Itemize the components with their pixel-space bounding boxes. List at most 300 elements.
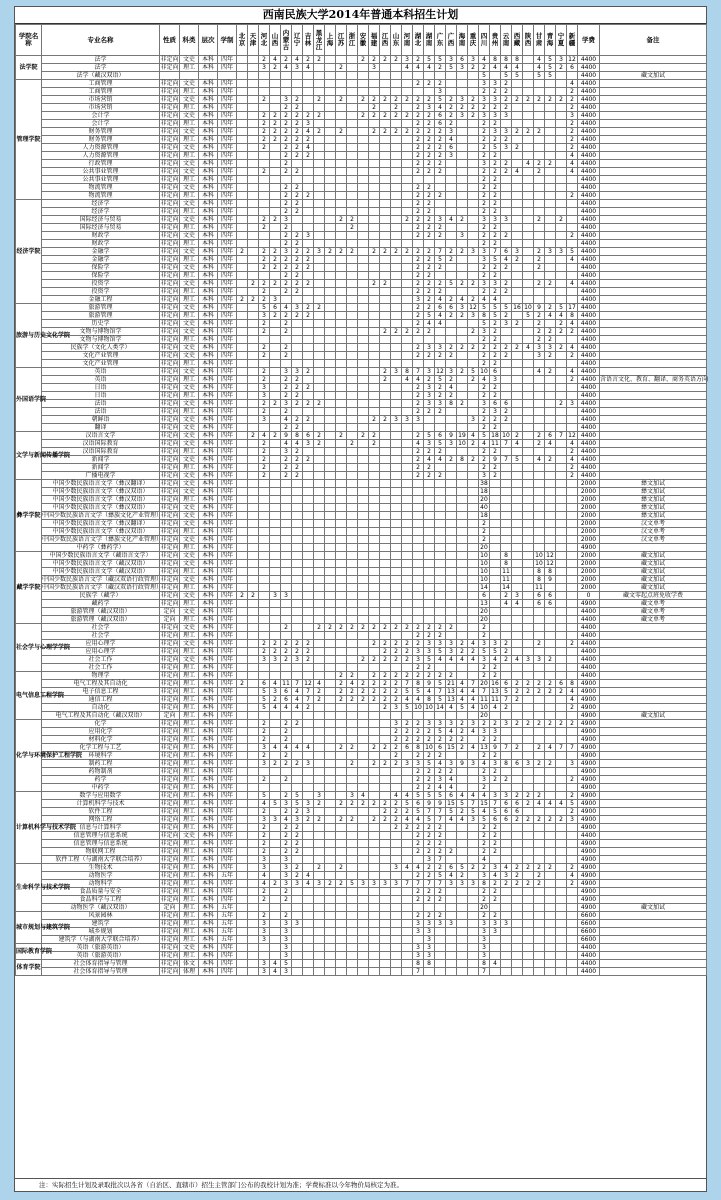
table-header-row	[16, 25, 707, 56]
quota-cell	[303, 184, 314, 192]
quota-cell	[457, 496, 468, 504]
quota-cell	[347, 808, 358, 816]
quota-cell: 4	[468, 656, 479, 664]
quota-cell	[567, 960, 578, 968]
quota-cell	[281, 632, 292, 640]
quota-cell	[424, 496, 435, 504]
fee-cell: 4400	[578, 968, 600, 976]
quota-cell	[325, 360, 336, 368]
quota-cell: 2	[468, 112, 479, 120]
fee-cell: 4900	[578, 600, 600, 608]
quota-cell: 2	[512, 792, 523, 800]
years-cell: 四年	[218, 184, 237, 192]
quota-cell	[468, 320, 479, 328]
quota-cell	[435, 416, 446, 424]
subject-cell: 文史	[180, 96, 199, 104]
quota-cell	[457, 672, 468, 680]
quota-cell	[556, 72, 567, 80]
quota-cell	[314, 704, 325, 712]
quota-cell	[358, 968, 369, 976]
quota-cell: 4	[501, 64, 512, 72]
quota-cell: 2	[490, 88, 501, 96]
quota-cell: 2	[292, 112, 303, 120]
subject-cell: 文史	[180, 160, 199, 168]
subject-cell: 文史	[180, 560, 199, 568]
quota-cell	[325, 328, 336, 336]
quota-cell: 2	[413, 320, 424, 328]
quota-cell: 2	[435, 280, 446, 288]
quota-cell	[534, 896, 545, 904]
nature-cell: 非定向	[160, 640, 179, 647]
nature-cell: 非定向	[160, 432, 179, 439]
quota-cell	[523, 272, 534, 280]
quota-cell	[248, 176, 259, 184]
quota-cell	[347, 824, 358, 832]
quota-cell	[446, 576, 457, 584]
quota-cell: 2	[259, 720, 270, 728]
quota-cell	[402, 88, 413, 96]
quota-cell: 4	[413, 440, 424, 448]
major-name: 会计学	[42, 112, 160, 120]
quota-cell: 3	[446, 152, 457, 160]
subject-cell: 文史	[180, 480, 199, 488]
note-cell	[600, 256, 707, 264]
quota-cell	[391, 424, 402, 432]
quota-cell	[369, 344, 380, 352]
quota-cell	[237, 80, 248, 88]
quota-cell	[336, 720, 347, 728]
quota-cell	[380, 896, 391, 904]
quota-cell	[501, 496, 512, 504]
quota-cell	[501, 208, 512, 216]
quota-cell: 2	[490, 832, 501, 840]
quota-cell	[303, 320, 314, 328]
quota-cell	[512, 88, 523, 96]
quota-cell: 3	[270, 592, 281, 600]
quota-cell	[534, 752, 545, 760]
subject-cell: 文史	[180, 592, 199, 600]
quota-cell	[237, 952, 248, 960]
quota-cell	[435, 904, 446, 912]
quota-cell	[347, 720, 358, 728]
major-name: 历史学	[42, 320, 160, 328]
quota-cell	[446, 360, 457, 368]
quota-cell: 2	[281, 760, 292, 768]
subject-cell: 理工	[180, 912, 199, 920]
quota-cell	[556, 144, 567, 152]
quota-cell	[358, 584, 369, 592]
quota-cell	[567, 616, 578, 624]
quota-cell: 4	[259, 880, 270, 888]
quota-cell: 2	[479, 392, 490, 400]
quota-cell	[336, 256, 347, 264]
quota-cell: 2	[358, 432, 369, 440]
nature-cell: 非定向	[160, 336, 179, 343]
quota-cell: 3	[490, 128, 501, 136]
quota-cell	[380, 88, 391, 96]
fee-cell: 4400	[578, 632, 600, 640]
quota-cell	[523, 368, 534, 376]
quota-cell	[259, 568, 270, 576]
quota-cell: 5	[501, 72, 512, 80]
quota-cell	[281, 784, 292, 792]
quota-cell	[325, 168, 336, 176]
quota-cell: 4	[413, 376, 424, 384]
subject-cell: 理工	[180, 544, 199, 552]
quota-cell	[523, 376, 534, 384]
note-cell: 藏文加试	[600, 72, 707, 80]
level-cell: 本科	[199, 264, 218, 272]
quota-cell: 3	[259, 960, 270, 968]
note-cell: 藏文加试	[600, 904, 707, 912]
quota-cell: 7	[435, 880, 446, 888]
quota-cell	[347, 112, 358, 120]
quota-cell	[314, 776, 325, 784]
header-province: 甘肃	[534, 25, 545, 56]
level-cell: 本科	[199, 128, 218, 136]
years-cell: 四年	[218, 152, 237, 160]
quota-cell	[237, 120, 248, 128]
quota-cell	[413, 856, 424, 864]
quota-cell: 5	[567, 800, 578, 808]
quota-cell	[336, 872, 347, 880]
quota-cell	[490, 936, 501, 944]
quota-cell: 2	[545, 368, 556, 376]
quota-cell	[369, 288, 380, 296]
quota-cell	[446, 520, 457, 528]
quota-cell: 2	[413, 56, 424, 64]
quota-cell	[325, 824, 336, 832]
quota-cell	[281, 904, 292, 912]
quota-cell: 3	[479, 928, 490, 936]
level-cell: 本科	[199, 800, 218, 808]
quota-cell	[325, 472, 336, 480]
quota-cell	[237, 312, 248, 320]
quota-cell	[512, 288, 523, 296]
quota-cell: 2	[501, 160, 512, 168]
quota-cell: 3	[534, 352, 545, 360]
table-row	[16, 856, 707, 864]
quota-cell: 2	[402, 216, 413, 224]
quota-cell	[490, 480, 501, 488]
quota-cell: 2	[556, 688, 567, 696]
quota-cell: 5	[270, 800, 281, 808]
quota-cell	[336, 448, 347, 456]
quota-cell	[512, 584, 523, 592]
quota-cell	[248, 376, 259, 384]
quota-cell	[325, 304, 336, 312]
quota-cell	[237, 856, 248, 864]
quota-cell	[446, 936, 457, 944]
note-cell: 藏文单考	[600, 616, 707, 624]
quota-cell: 2	[259, 256, 270, 264]
level-cell: 本科	[199, 368, 218, 376]
quota-cell	[369, 224, 380, 232]
quota-cell	[402, 104, 413, 112]
quota-cell: 2	[567, 120, 578, 128]
quota-cell	[501, 768, 512, 776]
quota-cell	[347, 128, 358, 136]
major-name: 行政管理	[42, 160, 160, 168]
quota-cell: 3	[435, 344, 446, 352]
quota-cell: 2	[435, 824, 446, 832]
quota-cell	[457, 752, 468, 760]
quota-cell	[457, 360, 468, 368]
quota-cell	[501, 928, 512, 936]
quota-cell: 3	[259, 416, 270, 424]
quota-cell	[380, 544, 391, 552]
quota-cell	[325, 128, 336, 136]
quota-cell	[369, 512, 380, 520]
nature-cell: 定向	[160, 616, 180, 624]
quota-cell: 2	[292, 416, 303, 424]
quota-cell	[556, 832, 567, 840]
quota-cell	[424, 712, 435, 720]
level-cell: 本科	[199, 608, 218, 616]
quota-cell	[391, 448, 402, 456]
quota-cell: 2	[501, 640, 512, 648]
header-province: 云南	[501, 25, 512, 56]
quota-cell	[314, 320, 325, 328]
quota-cell	[490, 568, 501, 576]
quota-cell	[435, 488, 446, 496]
subject-cell: 文史	[180, 440, 199, 448]
quota-cell	[314, 120, 325, 128]
quota-cell: 2	[292, 448, 303, 456]
quota-cell	[545, 408, 556, 416]
quota-cell: 2	[479, 624, 490, 632]
quota-cell	[347, 424, 358, 432]
nature-cell: 非定向	[160, 192, 179, 199]
fee-cell: 4400	[578, 408, 600, 416]
level-cell: 本科	[199, 728, 218, 736]
quota-cell	[490, 712, 501, 720]
level-cell: 本科	[199, 504, 218, 512]
major-name: 电气工程及其自动化（藏汉双语）	[42, 712, 160, 720]
quota-cell	[259, 616, 270, 624]
quota-cell	[303, 960, 314, 968]
years-cell: 四年	[218, 592, 237, 600]
quota-cell	[556, 624, 567, 632]
subject-cell: 理工	[180, 816, 199, 824]
quota-cell: 2	[413, 752, 424, 760]
quota-cell	[523, 88, 534, 96]
quota-cell	[468, 88, 479, 96]
quota-cell	[391, 584, 402, 592]
quota-cell: 2	[468, 456, 479, 464]
quota-cell: 2	[369, 96, 380, 104]
level-cell: 本科	[199, 440, 218, 448]
quota-cell	[468, 136, 479, 144]
quota-cell: 2	[336, 624, 347, 632]
quota-cell	[303, 576, 314, 584]
years-cell: 四年	[218, 144, 237, 152]
quota-cell	[545, 808, 556, 816]
fee-cell: 4400	[578, 56, 600, 64]
quota-cell: 3	[281, 216, 292, 224]
quota-cell	[325, 88, 336, 96]
quota-cell: 2	[424, 832, 435, 840]
quota-cell: 2	[303, 312, 314, 320]
quota-cell: 4	[534, 56, 545, 64]
quota-cell	[457, 200, 468, 208]
quota-cell: 2	[512, 680, 523, 688]
quota-cell: 2	[281, 896, 292, 904]
fee-cell: 4400	[578, 288, 600, 296]
quota-cell: 4	[413, 696, 424, 704]
quota-cell	[523, 464, 534, 472]
major-name: 文物与博物馆学	[42, 336, 160, 344]
quota-cell: 2	[292, 840, 303, 848]
quota-cell	[237, 568, 248, 576]
quota-cell	[402, 632, 413, 640]
quota-cell: 2	[424, 472, 435, 480]
quota-cell	[446, 928, 457, 936]
quota-cell: 4	[413, 864, 424, 872]
quota-cell: 7	[435, 688, 446, 696]
quota-cell: 4	[413, 816, 424, 824]
quota-cell	[325, 432, 336, 440]
level-cell: 本科	[199, 672, 218, 680]
years-cell: 四年	[218, 352, 237, 360]
quota-cell: 2	[490, 736, 501, 744]
quota-cell	[259, 624, 270, 632]
quota-cell: 2	[567, 192, 578, 200]
quota-cell	[402, 912, 413, 920]
quota-cell	[336, 488, 347, 496]
quota-cell	[446, 416, 457, 424]
quota-cell	[523, 296, 534, 304]
quota-cell	[512, 928, 523, 936]
quota-cell	[336, 192, 347, 200]
quota-cell	[259, 592, 270, 600]
quota-cell: 2	[369, 56, 380, 64]
quota-cell	[325, 648, 336, 656]
note-cell	[600, 120, 707, 128]
level-cell: 本科	[199, 120, 218, 128]
quota-cell	[314, 664, 325, 672]
quota-cell	[281, 560, 292, 568]
major-name: 旅游管理	[42, 312, 160, 320]
quota-cell: 4	[347, 680, 358, 688]
quota-cell	[512, 888, 523, 896]
level-cell: 本科	[199, 424, 218, 432]
quota-cell	[468, 512, 479, 520]
quota-cell	[336, 920, 347, 928]
note-cell	[600, 472, 707, 480]
quota-cell: 2	[303, 416, 314, 424]
quota-cell	[270, 456, 281, 464]
fee-cell: 4400	[578, 424, 600, 432]
quota-cell: 3	[281, 248, 292, 256]
quota-cell	[237, 400, 248, 408]
header-province: 天津	[248, 25, 259, 56]
quota-cell: 2	[292, 464, 303, 472]
quota-cell	[457, 776, 468, 784]
quota-cell	[556, 496, 567, 504]
level-cell: 本科	[199, 936, 218, 944]
quota-cell: 2	[501, 88, 512, 96]
quota-cell	[314, 760, 325, 768]
subject-cell: 文史	[180, 216, 199, 224]
quota-cell: 2	[479, 864, 490, 872]
quota-cell	[512, 384, 523, 392]
quota-cell	[358, 952, 369, 960]
quota-cell: 4	[435, 760, 446, 768]
quota-cell: 2	[259, 728, 270, 736]
nature-cell: 非定向	[160, 240, 179, 247]
major-name: 自动化	[42, 704, 160, 712]
subject-cell: 理工	[180, 840, 199, 848]
quota-cell	[567, 648, 578, 656]
quota-cell	[358, 152, 369, 160]
quota-cell	[270, 336, 281, 344]
quota-cell	[512, 208, 523, 216]
fee-cell: 4400	[578, 952, 600, 960]
quota-cell: 2	[259, 168, 270, 176]
quota-cell	[424, 592, 435, 600]
quota-cell	[358, 536, 369, 544]
quota-cell	[325, 816, 336, 824]
quota-cell	[501, 608, 512, 616]
quota-cell: 3	[292, 880, 303, 888]
quota-cell	[347, 80, 358, 88]
quota-cell: 4	[468, 728, 479, 736]
quota-cell	[270, 840, 281, 848]
quota-cell	[237, 200, 248, 208]
quota-cell: 2	[479, 272, 490, 280]
quota-cell	[325, 376, 336, 384]
quota-cell	[402, 664, 413, 672]
major-name: 社会体育指导与管理	[42, 968, 160, 976]
subject-cell: 理工	[180, 392, 199, 400]
quota-cell	[281, 552, 292, 560]
quota-cell	[567, 528, 578, 536]
years-cell: 四年	[218, 360, 237, 368]
quota-cell	[380, 560, 391, 568]
quota-cell	[358, 392, 369, 400]
quota-cell	[237, 376, 248, 384]
quota-cell	[567, 936, 578, 944]
quota-cell	[501, 616, 512, 624]
level-cell: 本科	[199, 272, 218, 280]
quota-cell	[523, 728, 534, 736]
years-cell: 四年	[218, 824, 237, 832]
quota-cell: 2	[424, 184, 435, 192]
quota-cell: 2	[259, 56, 270, 64]
quota-cell	[501, 328, 512, 336]
quota-cell	[292, 968, 303, 976]
quota-cell	[468, 952, 479, 960]
quota-cell	[545, 912, 556, 920]
quota-cell	[270, 240, 281, 248]
quota-cell: 2	[281, 168, 292, 176]
quota-cell	[248, 440, 259, 448]
quota-cell: 2	[325, 624, 336, 632]
quota-cell	[314, 240, 325, 248]
quota-cell: 13	[447, 688, 455, 695]
quota-cell	[281, 600, 292, 608]
quota-cell	[523, 888, 534, 896]
quota-cell	[435, 184, 446, 192]
quota-cell: 2	[413, 736, 424, 744]
quota-cell: 2	[292, 144, 303, 152]
quota-cell	[446, 240, 457, 248]
quota-cell: 3	[490, 112, 501, 120]
quota-cell: 2	[490, 208, 501, 216]
quota-cell	[292, 944, 303, 952]
quota-cell	[303, 624, 314, 632]
